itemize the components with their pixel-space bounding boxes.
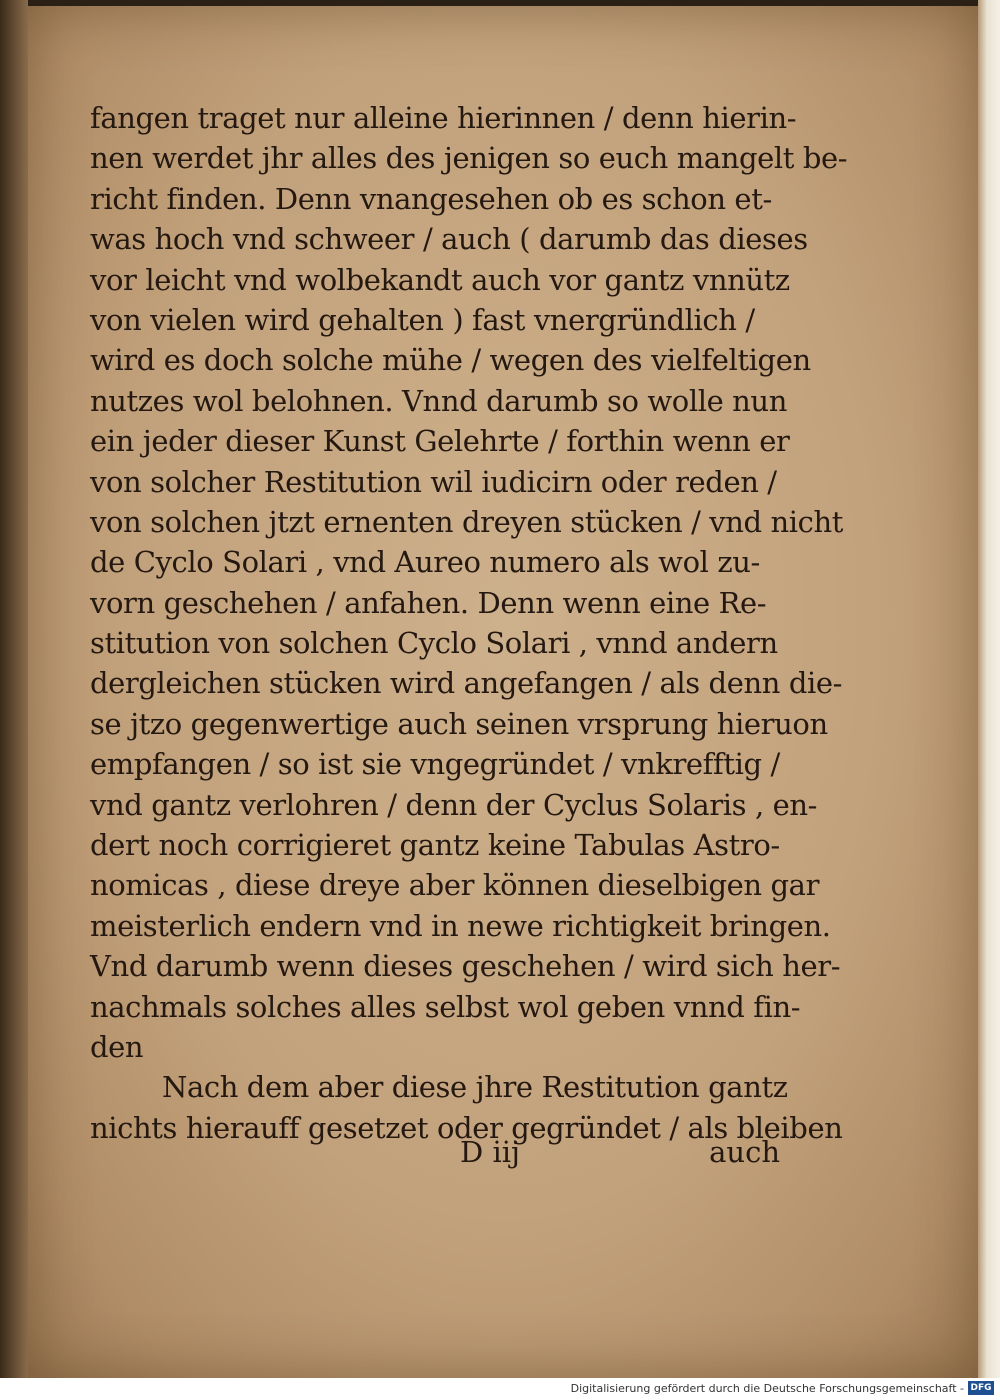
text-line: von vielen wird gehalten ) fast vnergründlich / [90, 302, 755, 337]
text-line: wird es doch solche mühe / wegen des vielfeltigen [90, 343, 811, 378]
text-line: den [90, 1029, 144, 1064]
text-line: Vnd darumb wenn dieses geschehen / wird sich her- [90, 949, 841, 984]
text-line: nachmals solches alles selbst wol geben vnnd fin- [90, 989, 801, 1024]
text-line: vor leicht vnd wolbekandt auch vor gantz vnnütz [90, 262, 790, 297]
signature-mark: D iij [460, 1135, 521, 1169]
text-line: vnd gantz verlohren / denn der Cyclus Solaris , en- [90, 787, 818, 822]
text-line: ein jeder dieser Kunst Gelehrte / forthin wenn er [90, 424, 790, 459]
text-line: Nach dem aber diese jhre Restitution gantz [162, 1070, 788, 1105]
text-line: vorn geschehen / anfahen. Denn wenn eine Re- [90, 585, 767, 620]
page-footer-line [90, 1132, 780, 1172]
text-line: was hoch vnd schweer / auch ( darumb das dieses [90, 222, 808, 257]
book-gutter [0, 0, 28, 1380]
dfg-logo: DFG [968, 1381, 994, 1395]
text-line: fangen traget nur alleine hierinnen / denn hierin- [90, 101, 797, 135]
text-line: nen werdet jhr alles des jenigen so euch mangelt be- [90, 141, 848, 176]
text-line: von solcher Restitution wil iudicirn oder reden / [90, 464, 777, 499]
catchword: auch [709, 1135, 780, 1169]
text-line: se jtzo gegenwertige auch seinen vrsprung hieruon [90, 706, 828, 741]
text-line: empfangen / so ist sie vngegründet / vnkrefftig / [90, 747, 780, 782]
page-text [90, 98, 848, 1148]
text-line: stitution von solchen Cyclo Solari , vnnd andern [90, 626, 778, 661]
text-line: nichts hierauff gesetzet oder gegründet / als bleiben [90, 1110, 843, 1145]
text-line: richt finden. Denn vnangesehen ob es schon et- [90, 181, 772, 216]
text-line: dergleichen stücken wird angefangen / als denn die- [90, 666, 843, 701]
digitization-credit: Digitalisierung gefördert durch die Deutsche Forschungsgemeinschaft - [570, 1382, 964, 1395]
text-line: nutzes wol belohnen. Vnnd darumb so wolle nun [90, 383, 787, 418]
text-line: dert noch corrigieret gantz keine Tabulas Astro- [90, 828, 780, 863]
text-line: nomicas , diese dreye aber können dieselbigen gar [90, 868, 820, 903]
text-line: meisterlich endern vnd in newe richtigkeit bringen. [90, 908, 831, 943]
text-line: von solchen jtzt ernenten dreyen stücken / vnd nicht [90, 504, 844, 539]
text-line: de Cyclo Solari , vnd Aureo numero als wol zu- [90, 545, 760, 580]
page-edge [978, 0, 1000, 1380]
